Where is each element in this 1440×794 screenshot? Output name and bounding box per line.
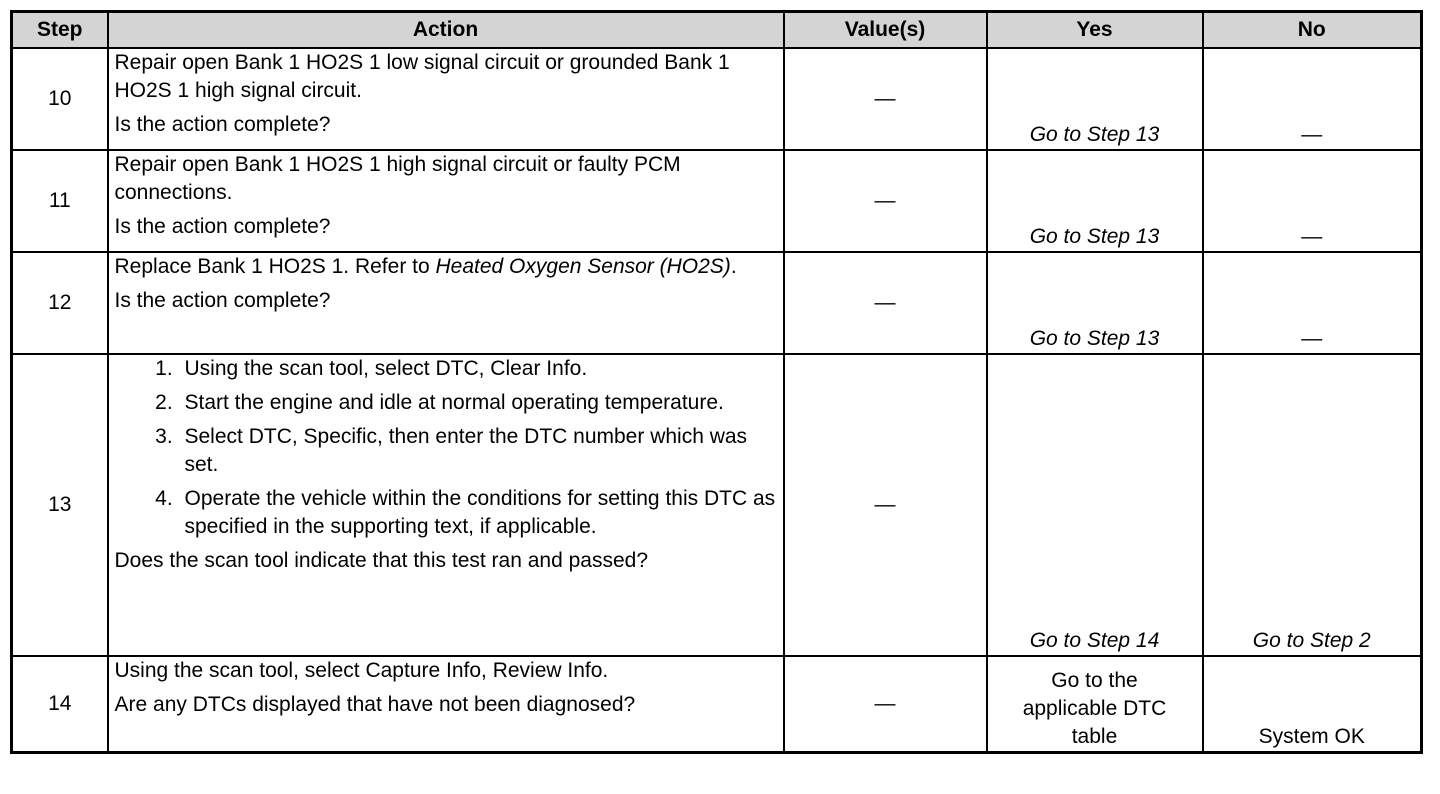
yes-cell	[987, 656, 1203, 753]
no-cell: —	[1203, 150, 1422, 252]
action-cell	[108, 252, 784, 354]
substep-item: 1. Using the scan tool, select DTC, Clear Info.	[179, 355, 777, 383]
substep-list	[115, 355, 777, 541]
step-number: 13	[12, 354, 108, 656]
no-cell: —	[1203, 252, 1422, 354]
header-values: Value(s)	[784, 12, 987, 49]
action-cell	[108, 354, 784, 656]
action-question: Are any DTCs displayed that have not been diagnosed?	[114, 693, 636, 716]
header-action: Action	[108, 12, 784, 49]
no-cell: System OK	[1203, 656, 1422, 753]
step-number: 14	[12, 656, 108, 753]
diagnostic-table	[10, 10, 1423, 754]
action-question: Is the action complete?	[114, 215, 331, 238]
substep-item: 3. Select DTC, Specific, then enter the DTC number which was set.	[179, 423, 777, 479]
action-text: Repair open Bank 1 HO2S 1 high signal circuit or faulty PCM connections.	[114, 153, 681, 204]
yes-text: Go to the applicable DTC table	[1022, 669, 1167, 748]
action-text: Repair open Bank 1 HO2S 1 low signal circuit or grounded Bank 1 HO2S 1 high signal circuit.	[114, 51, 730, 102]
action-cell	[108, 48, 784, 150]
action-text-suffix: .	[730, 255, 737, 278]
value-cell: —	[784, 354, 987, 656]
step-number: 12	[12, 252, 108, 354]
yes-cell: Go to Step 13	[987, 252, 1203, 354]
value-cell: —	[784, 656, 987, 753]
action-text: Using the scan tool, select Capture Info, Review Info.	[114, 659, 609, 682]
header-yes: Yes	[987, 12, 1203, 49]
header-no: No	[1203, 12, 1422, 49]
action-question: Does the scan tool indicate that this test ran and passed?	[114, 549, 649, 572]
action-question: Is the action complete?	[114, 289, 331, 312]
no-cell: Go to Step 2	[1203, 354, 1422, 656]
action-text-prefix: Replace Bank 1 HO2S 1. Refer to	[114, 255, 436, 278]
no-cell: —	[1203, 48, 1422, 150]
table-row	[12, 150, 1422, 252]
reference-link[interactable]: Heated Oxygen Sensor (HO2S)	[435, 255, 731, 278]
action-text	[115, 253, 777, 281]
step-number: 10	[12, 48, 108, 150]
value-cell: —	[784, 150, 987, 252]
table-row	[12, 252, 1422, 354]
table-header-row	[12, 12, 1422, 49]
header-step: Step	[12, 12, 108, 49]
table-row	[12, 354, 1422, 656]
step-number: 11	[12, 150, 108, 252]
yes-cell: Go to Step 13	[987, 48, 1203, 150]
table-row	[12, 48, 1422, 150]
value-cell: —	[784, 48, 987, 150]
table-row	[12, 656, 1422, 753]
action-question: Is the action complete?	[114, 113, 331, 136]
substep-item: 2. Start the engine and idle at normal operating temperature.	[179, 389, 777, 417]
value-cell: —	[784, 252, 987, 354]
yes-cell: Go to Step 13	[987, 150, 1203, 252]
action-cell	[108, 656, 784, 753]
substep-item: 4. Operate the vehicle within the conditions for setting this DTC as specified in the supporting text, if applicable.	[179, 485, 777, 541]
action-cell	[108, 150, 784, 252]
yes-cell: Go to Step 14	[987, 354, 1203, 656]
